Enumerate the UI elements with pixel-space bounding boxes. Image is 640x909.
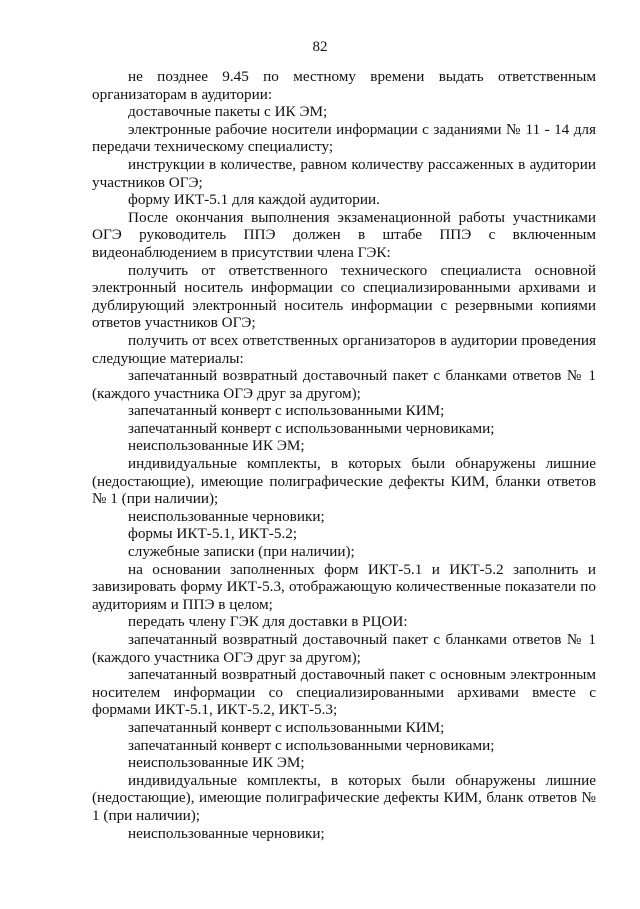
paragraph: неиспользованные ИК ЭМ; bbox=[128, 437, 305, 455]
paragraph: запечатанный возвратный доставочный пакет с бланками ответов № 1 (каждого участника ОГЭ друг за другом); bbox=[92, 631, 596, 666]
paragraph: неиспользованные ИК ЭМ; bbox=[128, 754, 305, 772]
page-number: 82 bbox=[312, 39, 328, 55]
paragraph: запечатанный возвратный доставочный пакет с бланками ответов № 1 (каждого участника ОГЭ друг за другом); bbox=[92, 367, 596, 402]
paragraph: запечатанный конверт с использованными черновиками; bbox=[128, 419, 495, 437]
paragraph: неиспользованные черновики; bbox=[128, 507, 325, 525]
paragraph: передать члену ГЭК для доставки в РЦОИ: bbox=[128, 613, 408, 631]
paragraph: запечатанный конверт с использованными черновиками; bbox=[128, 736, 495, 754]
paragraph: не позднее 9.45 по местному времени выдать ответственным организаторам в аудитории: bbox=[92, 68, 596, 103]
document-body bbox=[92, 68, 596, 842]
paragraph: запечатанный возвратный доставочный пакет с основным электронным носителем информации со специализированными архивами вместе с формами ИКТ-5.1, ИКТ-5.2, ИКТ-5.3; bbox=[92, 666, 596, 719]
paragraph: индивидуальные комплекты, в которых были обнаружены лишние (недостающие), имеющие полиграфические дефекты КИМ, бланки ответов № 1 (при наличии); bbox=[92, 455, 596, 508]
paragraph: формы ИКТ-5.1, ИКТ-5.2; bbox=[128, 525, 298, 543]
paragraph: После окончания выполнения экзаменационной работы участниками ОГЭ руководитель ППЭ должен в штабе ППЭ с включенным видеонаблюдением в присутствии члена ГЭК: bbox=[92, 208, 596, 261]
paragraph: служебные записки (при наличии); bbox=[128, 543, 355, 561]
paragraph: индивидуальные комплекты, в которых были обнаружены лишние (недостающие), имеющие полиграфические дефекты КИМ, бланк ответов № 1 (при наличии); bbox=[92, 771, 596, 824]
paragraph: получить от всех ответственных организаторов в аудитории проведения следующие материалы: bbox=[92, 331, 596, 367]
paragraph: электронные рабочие носители информации с заданиями № 11 - 14 для передачи техническому специалисту; bbox=[92, 120, 596, 156]
paragraph: получить от ответственного технического специалиста основной электронный носитель информации со специализированными архивами и дублирующий электронный носитель информации с резервными копиями ответов участников ОГЭ; bbox=[92, 261, 596, 332]
paragraph: форму ИКТ-5.1 для каждой аудитории. bbox=[128, 191, 380, 209]
paragraph: запечатанный конверт с использованными КИМ; bbox=[128, 718, 445, 736]
paragraph: на основании заполненных форм ИКТ-5.1 и ИКТ-5.2 заполнить и завизировать форму ИКТ-5.3, отображающую количественные показатели по аудиториям и ППЭ в целом; bbox=[92, 560, 596, 613]
paragraph: неиспользованные черновики; bbox=[128, 824, 325, 842]
paragraph: доставочные пакеты с ИК ЭМ; bbox=[128, 103, 328, 121]
paragraph: инструкции в количестве, равном количеству рассаженных в аудитории участников ОГЭ; bbox=[92, 155, 596, 191]
paragraph: запечатанный конверт с использованными КИМ; bbox=[128, 402, 445, 420]
